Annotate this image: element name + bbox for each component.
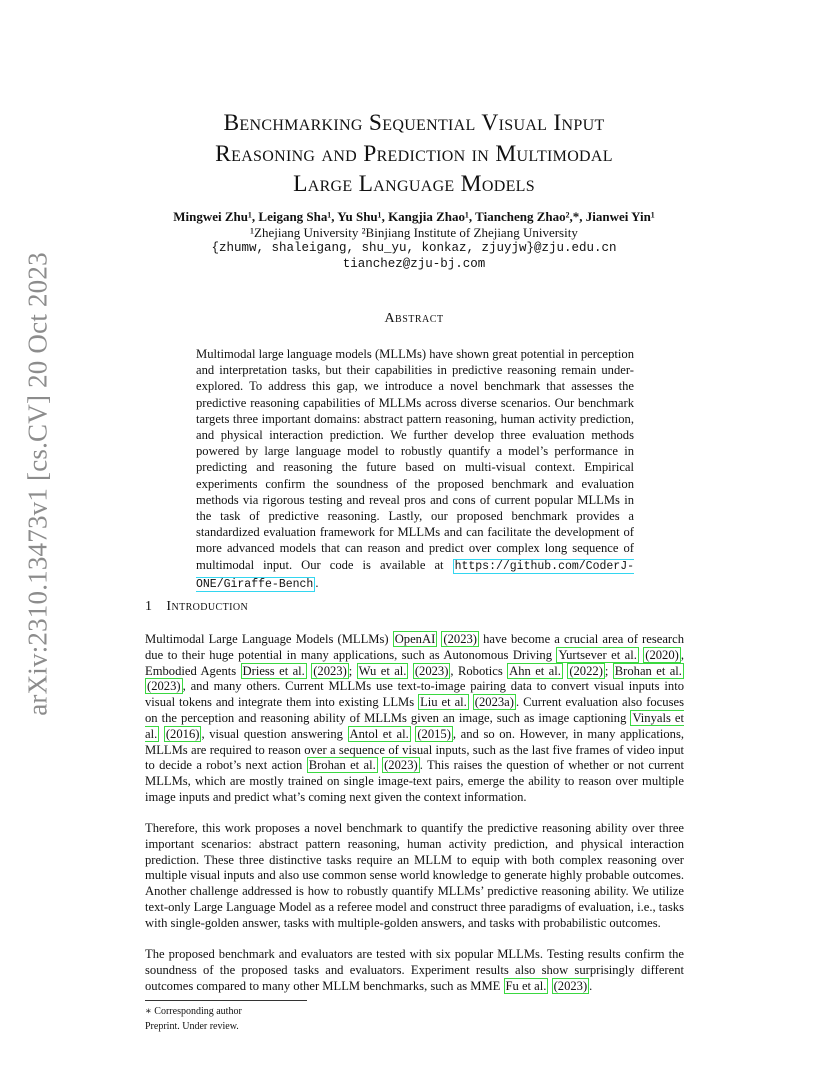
arxiv-identifier-stamp (12, 252, 64, 716)
p1-text-q: , visual question answering (201, 726, 348, 741)
p1-text-a: Multimodal Large Language Models (MLLMs) (145, 632, 393, 646)
intro-paragraph-1 (145, 632, 684, 806)
abstract-text: Multimodal large language models (MLLMs) have shown great potential in perception and interpretation tasks, but their capabilities in predictive reasoning remain under-explored. To address this gap, we introduce a novel benchmark that assesses the predictive reasoning capabilities of MLLMs across diverse scenarios. Our benchmark targets three important domains: abstract pattern reasoning, human activity prediction, and physical interaction prediction. We further develop three evaluation methods powered by large language model to robustly quantify a model’s performance in predicting and reasoning the future based on multi-visual context. Empirical experiments confirm the soundness of the proposed benchmark and evaluation methods via rigorous testing and reveal pros and cons of current popular MLLMs in the task of predictive reasoning. Lastly, our proposed benchmark provides a standardized evaluation framework for MLLMs and can facilitate the development of more advanced models that can reason and predict over complex long sequence of multimodal input. Our code is available at (196, 347, 634, 572)
abstract-heading: Abstract (384, 311, 444, 326)
title-line-3: Large Language Models (293, 171, 535, 197)
section-number: 1 (145, 599, 153, 614)
p1-text-s: , and so on. However, in many applications, MLLMs are required to reason over a sequence of visual inputs, such as the last five frames of video input to decide a robot’s next action (145, 726, 684, 773)
citation-link[interactable]: Brohan et al. (614, 663, 682, 678)
citation-link[interactable]: (2022) (569, 663, 603, 678)
citation-link[interactable]: (2015) (417, 726, 451, 741)
citation-link[interactable]: (2020) (645, 647, 679, 662)
citation-link[interactable]: (2016) (165, 726, 200, 741)
citation-link[interactable]: Ahn et al. (509, 663, 561, 678)
citation-link[interactable]: (2023) (384, 758, 418, 773)
p1-text-e: , Embodied Agents (145, 647, 684, 678)
citation-link[interactable]: (2023) (553, 978, 588, 993)
citation-link[interactable]: Vinyals et al. (145, 710, 684, 741)
email-line-1: {zhumw, shaleigang, shu_yu, konkaz, zjuyjw}@zju.edu.cn (211, 241, 617, 255)
title-line-1: Benchmarking Sequential Visual Input (223, 110, 605, 136)
citation-link[interactable]: Driess et al. (242, 663, 305, 678)
citation-link[interactable]: Liu et al. (420, 695, 467, 710)
abstract-body: Multimodal large language models (MLLMs) have shown great potential in perception and interpretation tasks, but their capabilities in predictive reasoning remain under-explored. To address this gap, we introduce a novel benchmark that assesses the predictive reasoning capabilities of MLLMs across diverse scenarios. Our benchmark targets three important domains: abstract pattern reasoning, human activity prediction, and physical interaction prediction. We further develop three evaluation methods powered by large language model to robustly quantify a model’s performance in predicting and reasoning the future based on multi-visual context. Empirical experiments confirm the soundness of the proposed benchmark and evaluation methods via rigorous testing and reveal pros and cons of current popular MLLMs in the task of predictive reasoning. Lastly, our proposed benchmark provides a standardized evaluation framework for MLLMs and can facilitate the development of more advanced models that can reason and predict over complex long sequence of multimodal input. Our code is available at https://github.com/CoderJ-ONE/Giraffe-Bench . (196, 347, 634, 591)
citation-link[interactable]: (2023) (147, 679, 181, 694)
footnote-rule (145, 1000, 307, 1001)
citation-link[interactable]: Fu et al. (505, 978, 547, 993)
section-title: Introduction (166, 599, 249, 614)
intro-paragraph-2: Therefore, this work proposes a novel benchmark to quantify the predictive reasoning ability over three important scenarios: abstract pattern reasoning, human activity prediction, and physical interaction prediction. These three distinctive tasks require an MLLM to equip with both complex reasoning over multiple visual inputs and also use common sense world knowledge to generate highly probable outcomes. Another challenge addressed is how to robustly quantify MLLMs’ predictive reasoning ability. We utilize text-only Large Language Model as a referee model and construct three paradigms of evaluation, i.e., tasks with single-golden answer, tasks with multiple-golden answers, and tasks with probabilistic outcomes. (145, 821, 684, 930)
citation-link[interactable]: Wu et al. (358, 663, 407, 678)
citation-link[interactable]: (2023a) (474, 695, 514, 710)
citation-link[interactable]: Brohan et al. (308, 758, 376, 773)
footnote-preprint: Preprint. Under review. (145, 1021, 239, 1032)
p1-text-i: , Robotics (450, 663, 508, 678)
citation-link[interactable]: OpenAI (394, 632, 436, 646)
section-heading-introduction (145, 599, 248, 615)
p1-text-k: ; (604, 663, 613, 678)
arxiv-identifier-text: arXiv:2310.13473v1 [cs.CV] 20 Oct 2023 (22, 252, 53, 716)
p1-text-u: . This raises the question of whether or not current MLLMs, which are mostly trained on single image-text pairs, emerge the ability to reason over multiple image inputs and predict what’s coming next given the context information. (145, 758, 685, 804)
p1-text-c: have become a crucial area of research due to their huge potential in many applications, such as Autonomous Driving (145, 632, 684, 662)
citation-link[interactable]: Antol et al. (349, 726, 409, 741)
author-list: Mingwei Zhu¹, Leigang Sha¹, Yu Shu¹, Kangjia Zhao¹, Tiancheng Zhao²,*, Jianwei Yin¹ (173, 209, 655, 224)
citation-link[interactable]: Yurtsever et al. (558, 647, 637, 662)
title-line-2: Reasoning and Prediction in Multimodal (215, 140, 613, 167)
affiliations: ¹Zhejiang University ²Binjiang Institute of Zhejiang University (250, 225, 578, 240)
footnote-corresponding-author: ∗ Corresponding author (145, 1006, 242, 1017)
citation-link[interactable]: (2023) (414, 663, 449, 678)
email-line-2: tianchez@zju-bj.com (342, 257, 486, 271)
code-repository-link[interactable]: https://github.com/CoderJ-ONE/Giraffe-Bench (196, 559, 634, 591)
p1-text-g: ; (348, 663, 357, 678)
p3-text-a: The proposed benchmark and evaluators are tested with six popular MLLMs. Testing results confirm the soundness of the proposed tasks and evaluators. Experiment results also show surprisingly different outcomes compared to many other MLLM benchmarks, such as MME (145, 947, 684, 993)
p1-text-o: . Current evaluation also focuses on the perception and reasoning ability of MLLMs given an image, such as image captioning (145, 695, 684, 725)
intro-paragraph-3 (145, 947, 684, 994)
p1-text-m: , and many others. Current MLLMs use text-to-image pairing data to convert visual inputs into visual tokens and integrate them into existing LLMs (145, 679, 684, 710)
paper-title (145, 108, 683, 200)
citation-link[interactable]: (2023) (443, 632, 477, 646)
p3-text-c: . (589, 978, 593, 993)
citation-link[interactable]: (2023) (313, 663, 347, 678)
